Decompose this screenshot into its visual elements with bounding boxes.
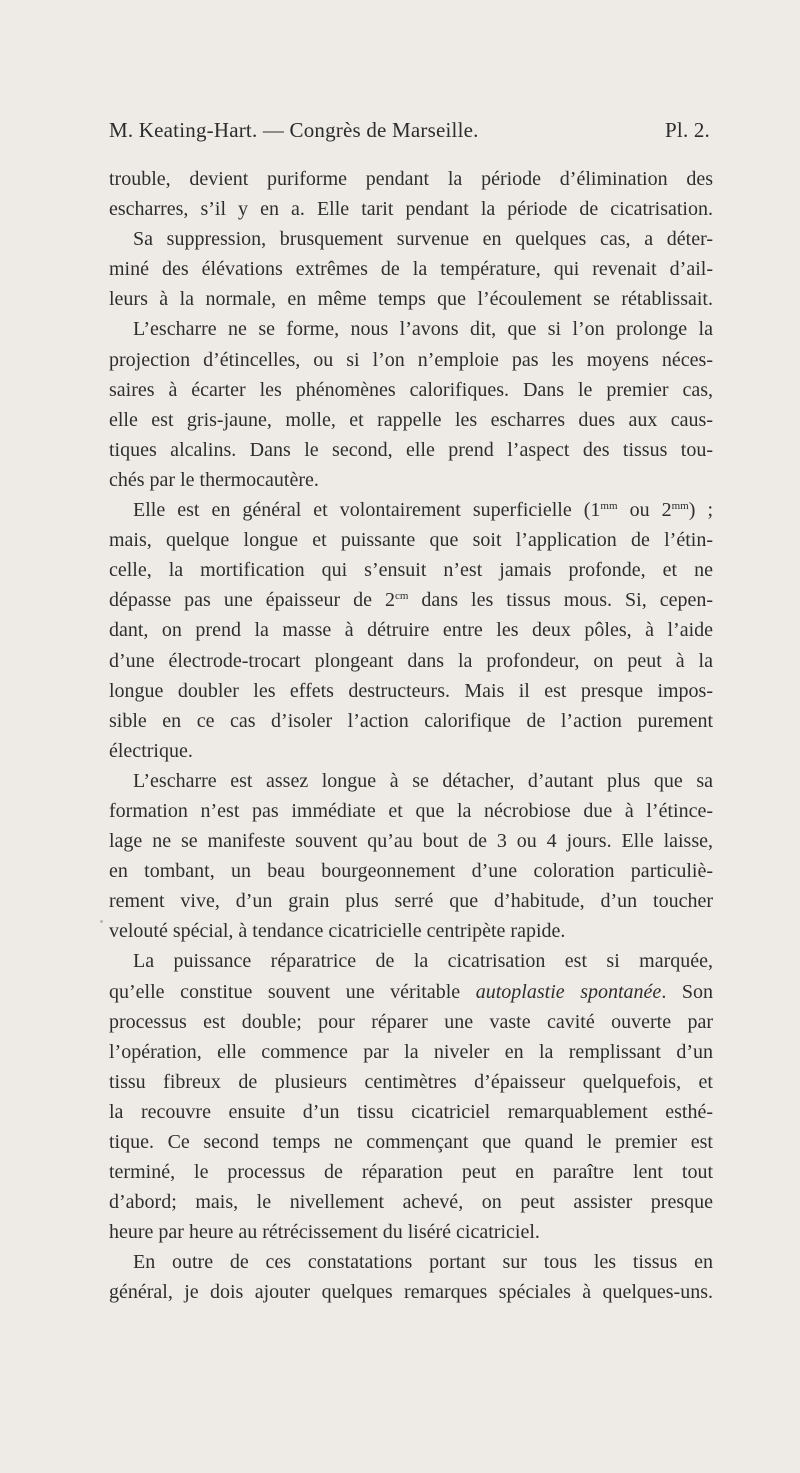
page-header-title: M. Keating-Hart. — Congrès de Marseille.: [109, 118, 479, 142]
text-line: tissu fibreux de plusieurs centimètres d’épaisseur quelquefois, et: [109, 1070, 713, 1093]
text-line: rement vive, d’un grain plus serré que d’habitude, d’un toucher: [109, 890, 713, 913]
text-line: heure par heure au rétrécissement du liséré cicatriciel.: [109, 1221, 540, 1244]
body-text: [109, 164, 713, 1308]
text-line: velouté spécial, à tendance cicatricielle centripète rapide.: [109, 920, 566, 943]
text-fragment: dans les tissus mous. Si, cepen-: [408, 589, 713, 612]
paper-speck: [100, 920, 103, 923]
text-line: tiques alcalins. Dans le second, elle prend l’aspect des tissus tou-: [109, 438, 713, 461]
text-line: trouble, devient puriforme pendant la période d’élimination des: [109, 168, 713, 190]
plate-number: Pl. 2.: [665, 118, 710, 142]
text-line: [109, 585, 713, 615]
text-fragment: ) ;: [688, 499, 714, 522]
text-line: escharres, s’il y en a. Elle tarit pendant la période de cicatrisation.: [109, 198, 713, 221]
text-fragment: qu’elle constitue souvent une véritable: [109, 980, 461, 1003]
text-line: celle, la mortification qui s’ensuit n’est jamais profonde, et ne: [109, 559, 713, 582]
text-line: d’une électrode-trocart plongeant dans la profondeur, on peut à la: [109, 649, 713, 672]
text-line: terminé, le processus de réparation peut en paraître lent tout: [109, 1161, 713, 1184]
unit-superscript: cm: [394, 590, 409, 603]
text-fragment: dépasse pas une épaisseur de 2: [109, 589, 395, 612]
text-fragment: Elle est en général et volontairement superficielle (1: [133, 499, 601, 522]
text-fragment: ou 2: [617, 499, 672, 522]
text-line: mais, quelque longue et puissante que soit l’application de l’étin-: [109, 529, 713, 552]
text-line: tique. Ce second temps ne commençant que quand le premier est: [109, 1131, 713, 1153]
unit-superscript: mm: [671, 500, 689, 513]
text-line: saires à écarter les phénomènes calorifiques. Dans le premier cas,: [109, 378, 713, 401]
text-line: l’opération, elle commence par la niveler en la remplissant d’un: [109, 1040, 713, 1063]
text-line: processus est double; pour réparer une vaste cavité ouverte par: [109, 1010, 713, 1033]
text-line: projection d’étincelles, ou si l’on n’emploie pas les moyens néces-: [109, 348, 713, 371]
text-line: d’abord; mais, le nivellement achevé, on peut assister presque: [109, 1191, 713, 1214]
text-line: L’escharre est assez longue à se détacher, d’autant plus que sa: [133, 769, 713, 792]
text-line: En outre de ces constatations portant sur tous les tissus en: [133, 1251, 713, 1274]
text-line: [109, 495, 713, 525]
text-line: L’escharre ne se forme, nous l’avons dit, que si l’on prolonge la: [133, 318, 713, 341]
text-line: [109, 977, 713, 1007]
text-line: lage ne se manifeste souvent qu’au bout de 3 ou 4 jours. Elle laisse,: [109, 830, 713, 853]
text-line: chés par le thermocautère.: [109, 468, 319, 491]
text-line: leurs à la normale, en même temps que l’écoulement se rétablissait.: [109, 288, 713, 311]
text-line: électrique.: [109, 739, 193, 762]
text-line: miné des élévations extrêmes de la température, qui revenait d’ail-: [109, 258, 713, 281]
text-line: La puissance réparatrice de la cicatrisation est si marquée,: [133, 950, 713, 973]
unit-superscript: mm: [600, 500, 618, 513]
text-line: général, je dois ajouter quelques remarques spéciales à quelques-uns.: [109, 1281, 713, 1304]
text-line: elle est gris-jaune, molle, et rappelle les escharres dues aux caus-: [109, 408, 713, 431]
text-line: dant, on prend la masse à détruire entre les deux pôles, à l’aide: [109, 619, 713, 642]
text-line: Sa suppression, brusquement survenue en quelques cas, a déter-: [133, 228, 713, 251]
text-line: formation n’est pas immédiate et que la nécrobiose due à l’étince-: [109, 799, 713, 822]
text-line: en tombant, un beau bourgeonnement d’une coloration particuliè-: [109, 860, 713, 883]
text-line: sible en ce cas d’isoler l’action calorifique de l’action purement: [109, 709, 713, 732]
text-line: longue doubler les effets destructeurs. Mais il est presque impos-: [109, 679, 713, 702]
italic-term: autoplastie spontanée: [475, 980, 662, 1003]
text-line: la recouvre ensuite d’un tissu cicatriciel remarquablement esthé-: [109, 1100, 713, 1123]
text-fragment: . Son: [661, 980, 714, 1003]
running-head: [109, 118, 710, 150]
